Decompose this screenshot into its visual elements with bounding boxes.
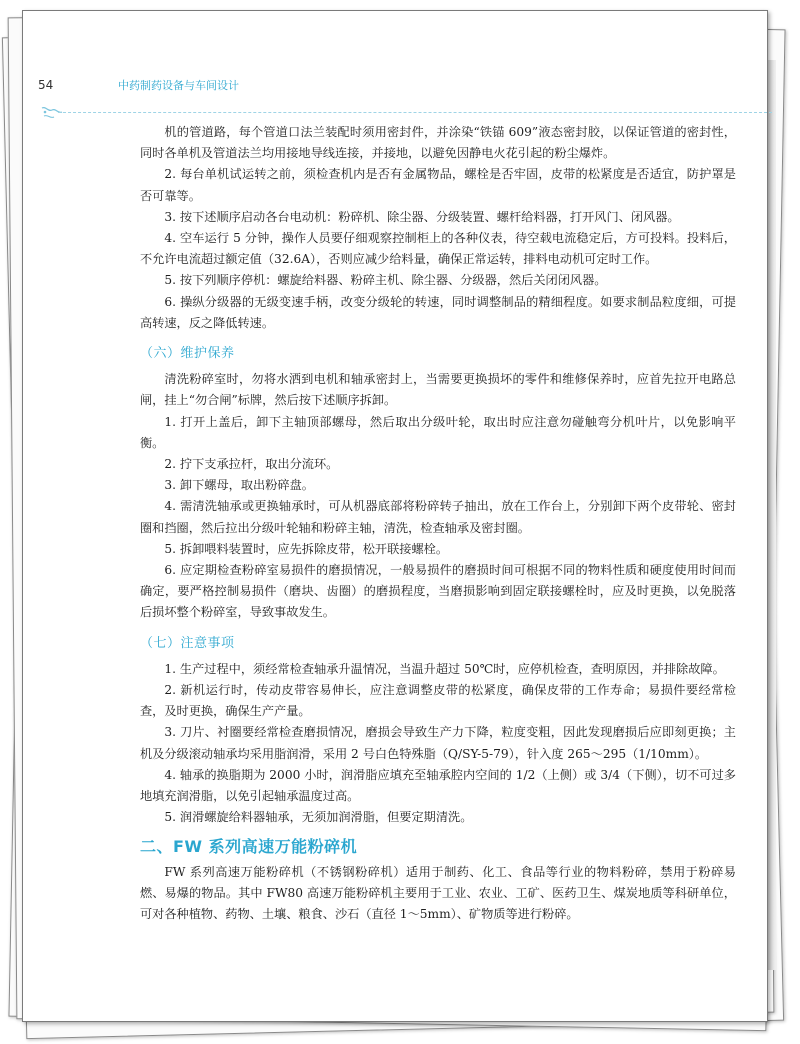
paragraph: 3. 刀片、衬圈要经常检查磨损情况，磨损会导致生产力下降，粒度变粗，因此发现磨损后应即刻更换；主机及分级滚动轴承均采用脂润滑，采用 2 号白色特殊脂（Q/SY-5-79），针入度 265～295（1/10mm）。 — [140, 725, 736, 761]
paragraph: FW 系列高速万能粉碎机（不锈钢粉碎机）适用于制药、化工、食品等行业的物料粉碎，禁用于粉碎易燃、易爆的物品。其中 FW80 高速万能粉碎机主要用于工业、农业、工矿、医药卫生、煤炭地质等科研单位，可对各种植物、药物、土壤、粮食、沙石（直径 1～5mm）、矿物质等进行粉碎。 — [140, 864, 736, 922]
paragraph: 5. 润滑螺旋给料器轴承，无须加润滑脂，但要定期清洗。 — [164, 810, 473, 825]
paragraph: 5. 拆卸喂料装置时，应先拆除皮带，松开联接螺栓。 — [164, 541, 449, 556]
page-number: 54 — [38, 78, 54, 92]
running-header — [38, 76, 239, 94]
paragraph: 机的管道路，每个管道口法兰装配时须用密封件，并涂染“铁锚 609”液态密封胶，以保证管道的密封性，同时各单机及管道法兰均用接地导线连接，并接地，以避免因静电火花引起的粉尘爆炸。 — [140, 125, 736, 161]
section-heading-maintenance: （六）维护保养 — [140, 346, 235, 362]
paragraph: 4. 轴承的换脂期为 2000 小时，润滑脂应填充至轴承腔内空间的 1/2（上侧）或 3/4（下侧），切不可过多地填充润滑脂，以免引起轴承温度过高。 — [140, 767, 736, 804]
paragraph: 4. 空车运行 5 分钟，操作人员要仔细观察控制柜上的各种仪表，待空载电流稳定后，方可投料。投料后，不允许电流超过额定值（32.6A），否则应减少给料量，确保正常运转，排料电动机可定时工作。 — [140, 231, 736, 267]
chapter-heading-fw-series: 二、FW 系列高速万能粉碎机 — [140, 836, 358, 856]
paragraph: 3. 卸下螺母，取出粉碎盘。 — [164, 478, 314, 493]
paragraph: 1. 生产过程中，须经常检查轴承升温情况，当温升超过 50℃时，应停机检查，查明原因，并排除故障。 — [164, 661, 725, 676]
paragraph: 2. 每台单机试运转之前，须检查机内是否有金属物品，螺栓是否牢固，皮带的松紧度是否适宜，防护罩是否可靠等。 — [140, 167, 736, 203]
paragraph: 2. 拧下支承拉杆，取出分流环。 — [164, 457, 339, 472]
paragraph: 3. 按下述顺序启动各台电动机：粉碎机、除尘器、分级装置、螺杆给料器，打开风门、闭风器。 — [164, 209, 680, 224]
header-divider — [58, 112, 772, 113]
paragraph: 2. 新机运行时，传动皮带容易伸长，应注意调整皮带的松紧度，确保皮带的工作寿命；易损件要经常检查，及时更换，确保生产产量。 — [140, 683, 736, 719]
book-title: 中药制药设备与车间设计 — [118, 79, 239, 92]
corner-ornament-icon — [40, 104, 64, 126]
page-content — [140, 122, 736, 925]
paragraph: 1. 打开上盖后，卸下主轴顶部螺母，然后取出分级叶轮，取出时应注意勿碰触弯分机叶片，以免影响平衡。 — [140, 414, 736, 450]
paragraph: 5. 按下列顺序停机：螺旋给料器、粉碎主机、除尘器、分级器，然后关闭闭风器。 — [164, 273, 607, 288]
paragraph: 清洗粉碎室时，勿将水洒到电机和轴承密封上，当需要更换损坏的零件和维修保养时，应首先拉开电路总闸，挂上“勿合闸”标牌，然后按下述顺序拆卸。 — [140, 372, 736, 408]
section-heading-precautions: （七）注意事项 — [140, 635, 235, 651]
paragraph: 6. 应定期检查粉碎室易损件的磨损情况，一般易损件的磨损时间可根据不同的物料性质和硬度使用时间而确定，要严格控制易损件（磨块、齿圈）的磨损程度，当磨损影响到固定联接螺栓时，应及时更换，以免脱落后损坏整个粉碎室，导致事故发生。 — [140, 563, 736, 620]
paragraph: 6. 操纵分级器的无级变速手柄，改变分级轮的转速，同时调整制品的精细程度。如要求制品粒度细，可提高转速，反之降低转速。 — [140, 294, 736, 330]
paragraph: 4. 需清洗轴承或更换轴承时，可从机器底部将粉碎转子抽出，放在工作台上，分别卸下两个皮带轮、密封圈和挡圈，然后拉出分级叶轮轴和粉碎主轴，清洗，检查轴承及密封圈。 — [140, 499, 736, 535]
